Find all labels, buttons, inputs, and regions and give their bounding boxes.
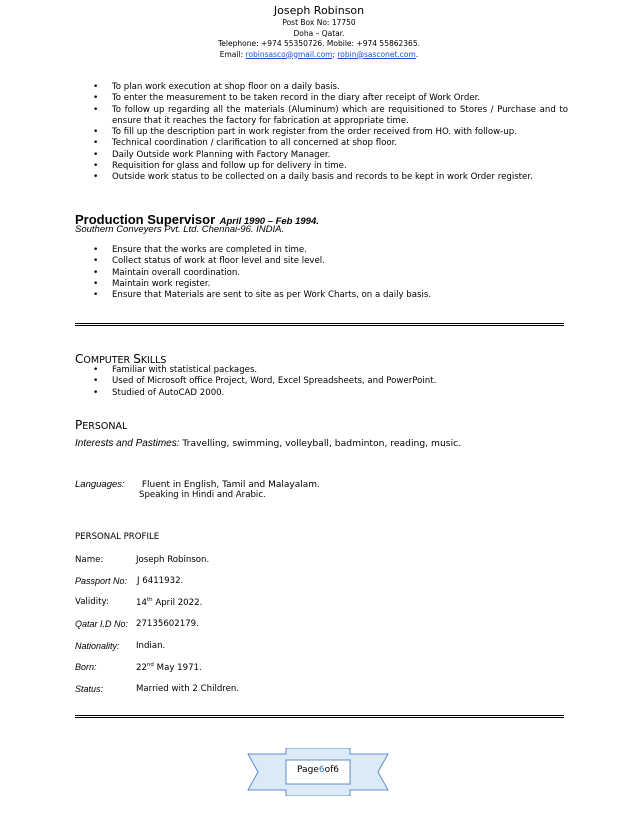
list-item: • Studied of AutoCAD 2000. [93, 388, 563, 399]
city: Doha – Qatar. [293, 28, 345, 38]
page-current: 6 [318, 765, 325, 775]
born-suffix: nd [146, 662, 154, 668]
nationality-label: Nationality: [75, 641, 120, 651]
list-item: • Ensure that the works are completed in time. [93, 245, 568, 256]
list-item: • Maintain overall coordination. [93, 268, 568, 279]
list-item: • To follow up regarding all the materials (Aluminum) which are requisitioned to Stores / Purchase and to ensure that it reaches the factory for fabrication at appropriate time. [93, 105, 568, 128]
job-company: Southern Conveyers Pvt. Ltd. Chennai-96. INDIA. [75, 224, 285, 235]
languages-value: Fluent in English, Tamil and Malayalam. [141, 480, 320, 490]
list-item: • To fill up the description part in work register from the order received from HO. with follow-up. [93, 127, 568, 138]
list-item: • Daily Outside work Planning with Factory Manager. [93, 150, 568, 161]
born-rest: May 1971. [153, 662, 202, 673]
heading-initial: S [133, 352, 141, 366]
interests-value: Travelling, swimming, volleyball, badminton, reading, music. [182, 438, 462, 449]
validity-rest: April 2022. [152, 597, 203, 608]
list-item: • Used of Microsoft office Project, Word, Excel Spreadsheets, and PowerPoint. [93, 376, 563, 387]
heading-smallcaps: OMPUTER [83, 355, 134, 366]
email-suffix: . [415, 49, 419, 59]
passport-label: Passport No: [75, 576, 128, 586]
heading-smallcaps: ERSONAL [82, 421, 128, 432]
list-item: • Collect status of work at floor level and site level. [93, 256, 568, 267]
passport-value: J 6411932. [137, 576, 184, 586]
validity-suffix: th [146, 597, 153, 603]
list-item: • Outside work status to be collected on a daily basis and records to be kept in work Order register. [93, 172, 568, 183]
job-title: Production Supervisor [75, 212, 216, 227]
resume-header [0, 4, 638, 60]
interests-line [75, 438, 461, 449]
qid-value: 27135602179. [136, 619, 199, 629]
page-number [286, 763, 350, 777]
list-item: • Requisition for glass and follow up for delivery in time. [93, 161, 568, 172]
email-link-2[interactable]: robin@sasconet.com [337, 49, 416, 59]
validity-label: Validity: [75, 597, 109, 607]
profile-title: PERSONAL PROFILE [75, 532, 160, 542]
list-item: • Technical coordination / clarification to all concerned at shop floor. [93, 138, 568, 149]
name-label: Name: [75, 555, 104, 565]
page-prefix: Page [297, 765, 319, 775]
validity-value [136, 597, 202, 608]
phone-numbers: Telephone: +974 55350726. Mobile: +974 55862365. [218, 39, 420, 48]
email-separator: ; [332, 49, 338, 59]
languages-label: Languages: [75, 479, 125, 490]
heading-initial: P [75, 418, 83, 432]
list-item: • To enter the measurement to be taken record in the diary after receipt of Work Order. [93, 93, 568, 104]
list-item: • To plan work execution at shop floor on a daily basis. [93, 82, 568, 93]
born-day: 22 [136, 662, 147, 673]
job-duties-list [93, 245, 568, 301]
email-prefix: Email: [219, 49, 246, 59]
section-heading-personal [75, 418, 127, 432]
candidate-name: Joseph Robinson [273, 4, 365, 17]
section-heading-computer-skills [75, 352, 166, 366]
status-value: Married with 2 Children. [136, 684, 240, 694]
duties-list-continued [93, 82, 568, 184]
status-label: Status: [75, 684, 104, 694]
list-item: • Ensure that Materials are sent to site as per Work Charts, on a daily basis. [93, 290, 568, 301]
po-box: Post Box No: 17750 [282, 18, 356, 27]
section-divider [75, 709, 564, 718]
computer-skills-list [93, 365, 563, 399]
list-item: • Familiar with statistical packages. [93, 365, 563, 376]
job-dates: April 1990 – Feb 1994. [219, 216, 319, 227]
section-divider [75, 317, 564, 326]
email-link-1[interactable]: robinsasco@gmail.com [245, 49, 333, 59]
interests-label: Interests and Pastimes: [75, 438, 180, 449]
born-value [136, 662, 202, 673]
validity-day: 14 [136, 597, 147, 608]
list-item: • Maintain work register. [93, 279, 568, 290]
qid-label: Qatar I.D No: [75, 619, 129, 629]
name-value: Joseph Robinson. [136, 555, 210, 565]
born-label: Born: [75, 662, 97, 672]
email-line [0, 50, 638, 61]
languages-line [75, 479, 320, 490]
heading-smallcaps: KILLS [140, 355, 167, 366]
languages-line-2: Speaking in Hindi and Arabic. [139, 490, 266, 500]
nationality-value: Indian. [136, 641, 166, 651]
heading-initial: C [75, 352, 84, 366]
page-suffix: of6 [324, 765, 339, 775]
